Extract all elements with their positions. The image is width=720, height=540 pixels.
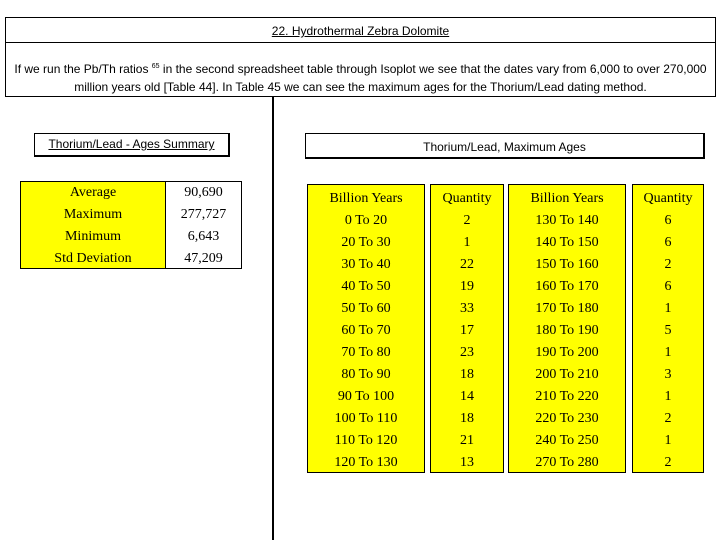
intro-paragraph xyxy=(5,43,716,97)
left-quantity-cell: 2 xyxy=(463,213,471,228)
max-ages-title-text: Thorium/Lead, Maximum Ages xyxy=(423,140,586,154)
left-years-cell: 60 To 70 xyxy=(341,323,391,338)
summary-label-average: Average xyxy=(69,185,117,200)
right-quantity-cell: 1 xyxy=(664,389,672,404)
left-quantity-cell: 21 xyxy=(460,433,474,448)
left-years-cell: 70 To 80 xyxy=(341,345,391,360)
right-years-column xyxy=(508,184,626,473)
left-quantity-cell: 17 xyxy=(460,323,474,338)
left-quantity-cell: 18 xyxy=(460,367,474,382)
left-quantity-cell: 22 xyxy=(460,257,474,272)
right-years-cell: 130 To 140 xyxy=(535,213,599,228)
summary-value-minimum: 6,643 xyxy=(187,229,220,244)
left-years-cell: 90 To 100 xyxy=(337,389,395,404)
left-years-cell: 80 To 90 xyxy=(341,367,391,382)
left-years-cell: 50 To 60 xyxy=(341,301,391,316)
summary-value-std-deviation: 47,209 xyxy=(184,251,223,266)
right-quantity-cell: 2 xyxy=(664,455,672,470)
left-years-column xyxy=(307,184,425,473)
left-years-cell: 40 To 50 xyxy=(341,279,391,294)
right-years-cell: 150 To 160 xyxy=(535,257,599,272)
right-quantity-cell: 5 xyxy=(664,323,672,338)
left-years-cell: 100 To 110 xyxy=(334,411,398,426)
right-quantity-header: Quantity xyxy=(643,191,693,206)
right-quantity-cell: 6 xyxy=(664,279,672,294)
left-years-cell: 120 To 130 xyxy=(334,455,398,470)
summary-value-maximum: 277,727 xyxy=(180,207,227,222)
right-quantity-cell: 2 xyxy=(664,411,672,426)
right-years-cell: 220 To 230 xyxy=(535,411,599,426)
page-title: 22. Hydrothermal Zebra Dolomite xyxy=(271,24,450,38)
right-years-header: Billion Years xyxy=(530,191,604,206)
right-quantity-cell: 1 xyxy=(664,345,672,360)
right-quantity-cell: 1 xyxy=(664,301,672,316)
left-years-cell: 20 To 30 xyxy=(341,235,391,250)
left-years-cell: 110 To 120 xyxy=(334,433,398,448)
summary-value-average: 90,690 xyxy=(184,185,223,200)
right-years-cell: 270 To 280 xyxy=(535,455,599,470)
intro-text-part2: in the second spreadsheet table through Isoplot we see that the dates vary from 6,000 to over 270,000 million years old [Table 44]. In Table 45 we can see the maximum ages for the Thorium/Lead dating method. xyxy=(74,62,707,94)
left-years-header: Billion Years xyxy=(329,191,403,206)
left-years-cell: 0 To 20 xyxy=(344,213,388,228)
right-quantity-cell: 2 xyxy=(664,257,672,272)
left-quantity-cell: 18 xyxy=(460,411,474,426)
right-quantity-cell: 1 xyxy=(664,433,672,448)
summary-label-minimum: Minimum xyxy=(64,229,121,244)
left-years-cell: 30 To 40 xyxy=(341,257,391,272)
left-quantity-column xyxy=(430,184,504,473)
left-quantity-cell: 19 xyxy=(460,279,474,294)
right-years-cell: 210 To 220 xyxy=(535,389,599,404)
summary-label-maximum: Maximum xyxy=(63,207,123,222)
summary-values-column xyxy=(166,181,242,269)
right-years-cell: 140 To 150 xyxy=(535,235,599,250)
right-years-cell: 160 To 170 xyxy=(535,279,599,294)
right-years-cell: 190 To 200 xyxy=(535,345,599,360)
left-quantity-header: Quantity xyxy=(442,191,492,206)
right-quantity-column xyxy=(632,184,704,473)
left-quantity-cell: 1 xyxy=(463,235,471,250)
right-years-cell: 240 To 250 xyxy=(535,433,599,448)
left-quantity-cell: 33 xyxy=(460,301,474,316)
right-years-cell: 170 To 180 xyxy=(535,301,599,316)
summary-label-std-deviation: Std Deviation xyxy=(54,251,132,266)
left-quantity-cell: 23 xyxy=(460,345,474,360)
right-quantity-cell: 6 xyxy=(664,235,672,250)
right-quantity-cell: 6 xyxy=(664,213,672,228)
right-years-cell: 200 To 210 xyxy=(535,367,599,382)
page-title-box xyxy=(5,17,716,43)
summary-labels-column xyxy=(20,181,166,269)
summary-title-text: Thorium/Lead - Ages Summary xyxy=(48,137,215,151)
intro-text-part1: If we run the Pb/Th ratios xyxy=(14,62,152,76)
summary-table-title xyxy=(34,133,230,157)
footnote-ref: 65 xyxy=(151,63,160,70)
right-quantity-cell: 3 xyxy=(664,367,672,382)
left-quantity-cell: 13 xyxy=(460,455,474,470)
vertical-divider xyxy=(272,97,274,540)
left-quantity-cell: 14 xyxy=(460,389,474,404)
right-years-cell: 180 To 190 xyxy=(535,323,599,338)
max-ages-table-title xyxy=(305,133,705,159)
